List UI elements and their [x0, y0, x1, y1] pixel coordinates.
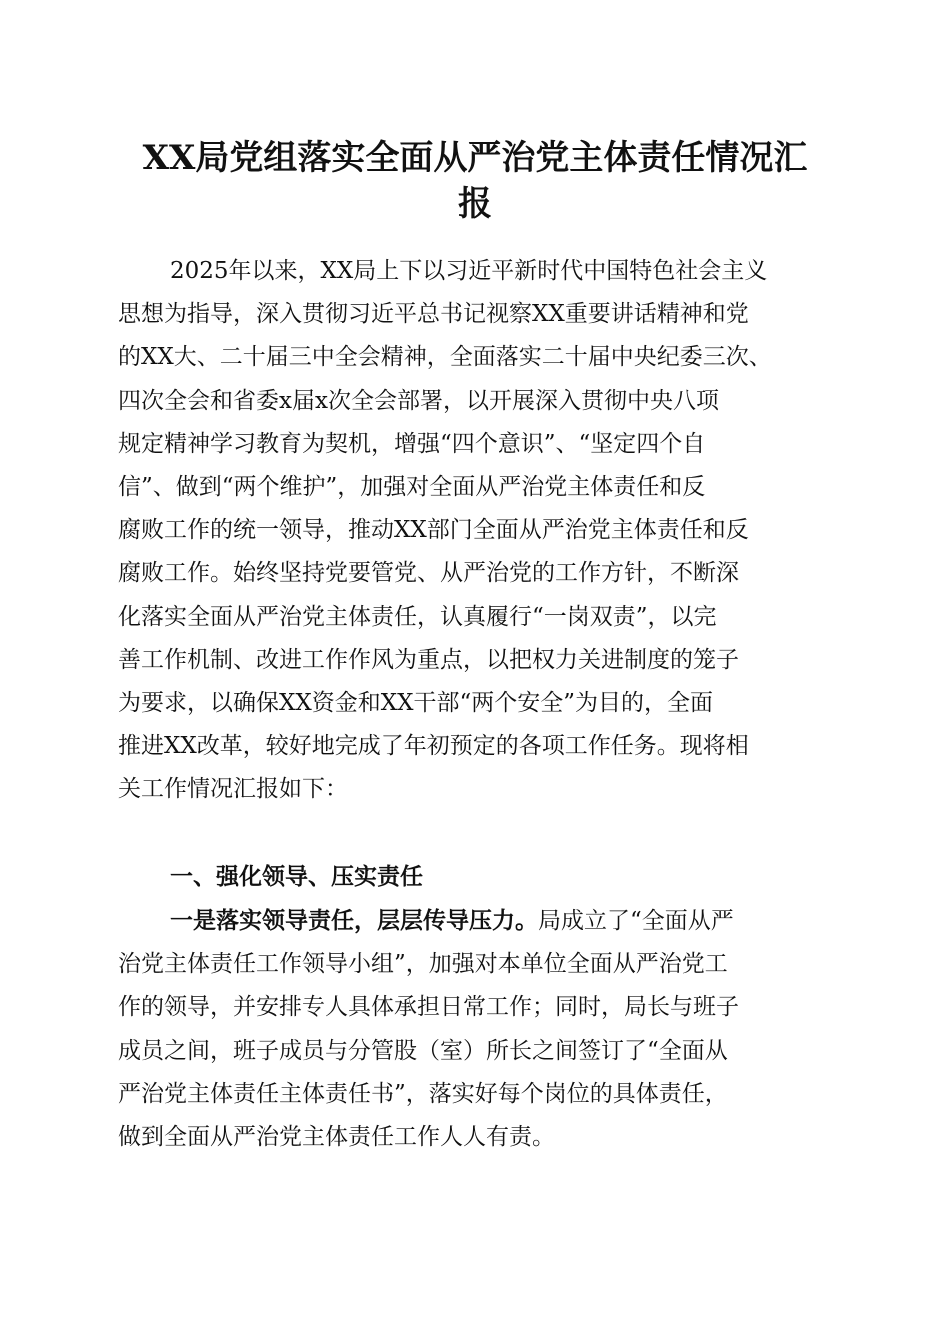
- section-paragraph: [118, 899, 834, 1159]
- paragraph-line: 严治党主体责任主体责任书”，落实好每个岗位的具体责任，: [118, 1080, 728, 1107]
- paragraph-lead: 一是落实领导责任，层层传导压力。: [170, 907, 538, 934]
- paragraph-line: 思想为指导，深入贯彻习近平总书记视察XX重要讲话精神和党: [118, 301, 749, 328]
- paragraph-line: 推进XX改革，较好地完成了年初预定的各项工作任务。现将相: [118, 733, 749, 760]
- paragraph-line: 腐败工作。始终坚持党要管党、从严治党的工作方针，不断深: [118, 560, 739, 587]
- paragraph-line: 信”、做到“两个维护”，加强对全面从严治党主体责任和反: [118, 474, 706, 501]
- paragraph-line: 的XX大、二十届三中全会精神，全面落实二十届中央纪委三次、: [118, 344, 772, 371]
- paragraph-line: 四次全会和省委x届x次全会部署，以开展深入贯彻中央八项: [118, 387, 719, 414]
- paragraph-first-line: [118, 899, 834, 943]
- paragraph-line: 善工作机制、改进工作作风为重点，以把权力关进制度的笼子: [118, 646, 739, 673]
- intro-paragraph: [118, 250, 834, 812]
- paragraph-line: 2025年以来，XX局上下以习近平新时代中国特色社会主义: [170, 258, 768, 284]
- paragraph-line: 做到全面从严治党主体责任工作人人有责。: [118, 1124, 555, 1151]
- paragraph-line: 关工作情况汇报如下：: [118, 776, 348, 803]
- title-line: 报: [458, 184, 492, 224]
- paragraph-line: 为要求，以确保XX资金和XX干部“两个安全”为目的，全面: [118, 690, 714, 717]
- paragraph-line: 作的领导，并安排专人具体承担日常工作；同时，局长与班子: [118, 994, 739, 1021]
- title-line: XX局党组落实全面从严治党主体责任情况汇: [142, 138, 808, 178]
- document-title: [110, 135, 840, 227]
- paragraph-line-rest: 局成立了“全面从严: [538, 908, 734, 934]
- paragraph-line: 成员之间，班子成员与分管股（室）所长之间签订了“全面从: [118, 1037, 728, 1064]
- paragraph-line: 规定精神学习教育为契机，增强“四个意识”、“坚定四个自: [118, 430, 706, 457]
- paragraph-line: 治党主体责任工作领导小组”，加强对本单位全面从严治党工: [118, 951, 728, 978]
- section-heading: 一、强化领导、压实责任: [170, 864, 423, 890]
- paragraph-line: 腐败工作的统一领导，推动XX部门全面从严治党主体责任和反: [118, 517, 749, 544]
- paragraph-line: 化落实全面从严治党主体责任，认真履行“一岗双责”，以完: [118, 603, 717, 630]
